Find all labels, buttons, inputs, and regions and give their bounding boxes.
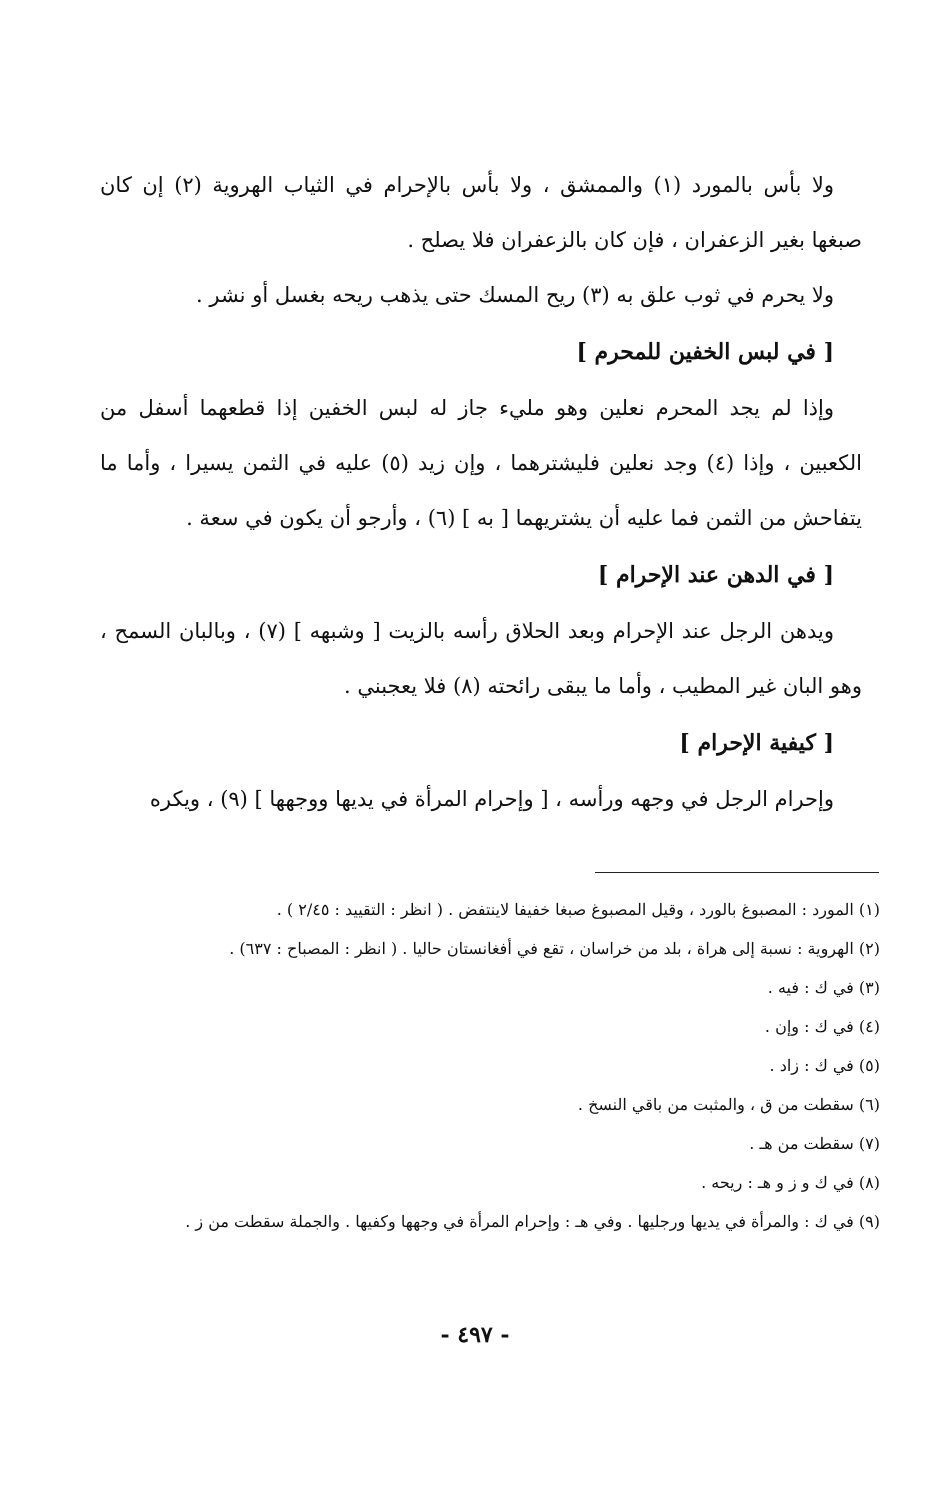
footnotes xyxy=(110,890,880,1241)
footnote-8: (٨) في ك و ز و هـ : ريحه . xyxy=(701,1173,880,1192)
footnote-2: (٢) الهروية : نسبة إلى هراة ، بلد من خراسان ، تقع في أفغانستان حاليا . ( انظر : المصباح : ٦٣٧) . xyxy=(229,939,880,958)
paragraph-1: ولا بأس بالمورد (١) والممشق ، ولا بأس بالإحرام في الثياب الهروية (٢) إن كان صبغها بغير الزعفران ، فإن كان بالزعفران فلا يصلح . xyxy=(100,173,862,252)
footnote-4: (٤) في ك : وإن . xyxy=(764,1017,880,1036)
paragraph-2: ولا يحرم في ثوب علق به (٣) ريح المسك حتى يذهب ريحه بغسل أو نشر . xyxy=(196,283,834,307)
section-text-duhn: ويدهن الرجل عند الإحرام وبعد الحلاق رأسه بالزيت [ وشبهه ] (٧) ، وبالبان السمح ، وهو البان غير المطيب ، وأما ما يبقى رائحته (٨) فلا يعجبني . xyxy=(100,619,862,698)
section-heading-duhn: [ في الدهن عند الإحرام ] xyxy=(597,562,834,588)
main-text xyxy=(100,158,862,827)
footnote-divider xyxy=(595,872,879,873)
section-text-khuffayn: وإذا لم يجد المحرم نعلين وهو مليء جاز له لبس الخفين إذا قطعهما أسفل من الكعبين ، وإذا (٤) وجد نعلين فليشترهما ، وإن زيد (٥) عليه في الثمن يسيرا ، وأما ما يتفاحش من الثمن فما عليه أن يشتريهما [ به ] (٦) ، وأرجو أن يكون في سعة . xyxy=(100,396,863,530)
footnote-9: (٩) في ك : والمرأة في يديها ورجليها . وفي هـ : وإحرام المرأة في وجهها وكفيها . والجملة سقطت من ز . xyxy=(185,1212,880,1231)
footnote-5: (٥) في ك : زاد . xyxy=(769,1056,880,1075)
footnote-6: (٦) سقطت من ق ، والمثبت من باقي النسخ . xyxy=(577,1095,880,1114)
section-heading-ihram: [ كيفية الإحرام ] xyxy=(679,730,834,756)
footnote-1: (١) المورد : المصبوغ بالورد ، وقيل المصبوغ صبغا خفيفا لاينتفض . ( انظر : التقييد : ٢/٤٥ ) . xyxy=(276,900,880,919)
footnote-3: (٣) في ك : فيه . xyxy=(767,978,880,997)
section-heading-khuffayn: [ في لبس الخفين للمحرم ] xyxy=(576,339,834,365)
footnote-7: (٧) سقطت من هـ . xyxy=(749,1134,880,1153)
page-number: - ٤٩٧ - xyxy=(440,1322,510,1348)
section-text-ihram: وإحرام الرجل في وجهه ورأسه ، [ وإحرام المرأة في يديها ووجهها ] (٩) ، ويكره xyxy=(149,787,834,811)
